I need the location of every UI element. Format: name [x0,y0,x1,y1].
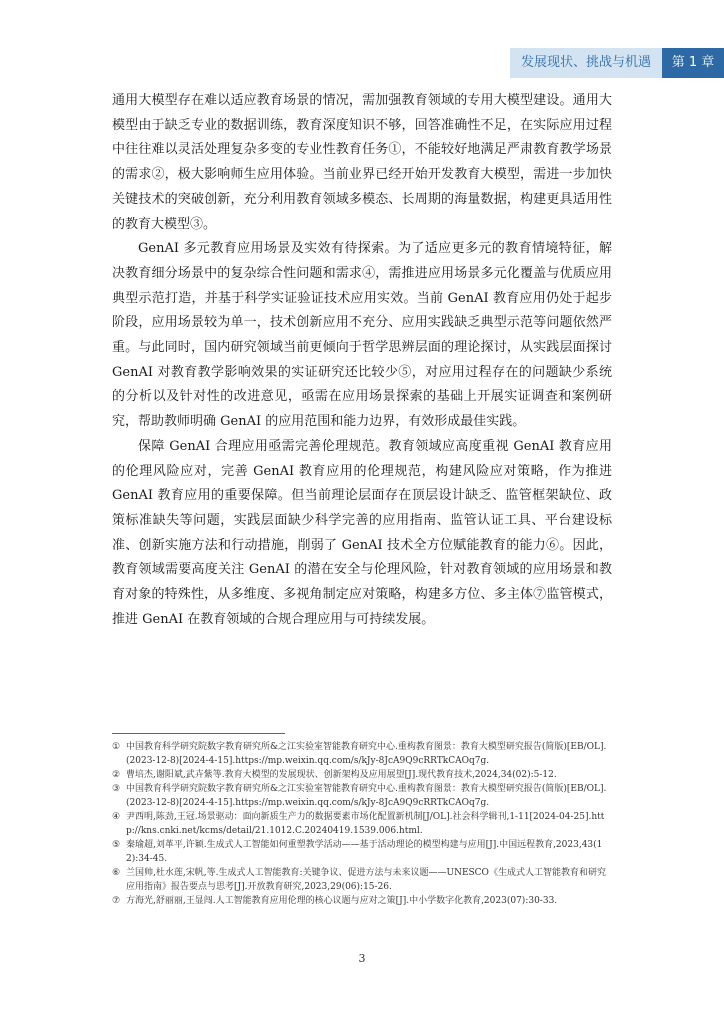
footnote-number: ③ [112,784,121,794]
paragraph-1: 通用大模型存在难以适应教育场景的情况，需加强教育领域的专用大模型建设。通用大模型由于缺乏专业的数据训练，教育深度知识不够，回答准确性不足，在实际应用过程中往往难以灵活处理复杂多变的专业性教育任务①，不能较好地满足严肃教育教学场景的需求②，极大影响师生应用体验。当前业界已经开始开发教育大模型，需进一步加快关键技术的突破创新，充分利用教育领域多模态、长周期的海量数据，构建更具适用性的教育大模型③。 [112,93,612,232]
main-body [112,89,612,632]
header-chapter-label: 第 1 章 [662,48,724,78]
running-header [510,48,724,78]
footnote-number: ② [112,770,121,780]
page-number: 3 [358,952,366,965]
header-section-title: 发展现状、挑战与机遇 [510,48,662,78]
footnotes [112,740,612,908]
footnote-1 [112,740,612,768]
footnote-number: ⑥ [112,868,121,878]
footnote-text: 中国教育科学研究院数字教育研究所&之江实验室智能教育研究中心.重构教育图景：教育大模型研究报告(简版)[EB/OL].(2023-12-8)[2024-4-15].https://mp.weixin.qq.com/s/kJy-8JcA9Q9cRRTkCAOq7g. [126,742,607,766]
footnote-number: ⑦ [112,896,121,906]
footnote-3 [112,782,612,810]
footnote-text: 中国教育科学研究院数字教育研究所&之江实验室智能教育研究中心.重构教育图景：教育大模型研究报告(简版)[EB/OL].(2023-12-8)[2024-4-15].https://mp.weixin.qq.com/s/kJy-8JcA9Q9cRRTkCAOq7g. [126,784,607,808]
footnote-text: 兰国帅,杜水莲,宋帆,等.生成式人工智能教育:关键争议、促进方法与未来议题——UNESCO《生成式人工智能教育和研究应用指南》报告要点与思考[J].开放教育研究,2023,29(06):15-26. [126,868,606,892]
paragraph-3: 保障 GenAI 合理应用亟需完善伦理规范。教育领域应高度重视 GenAI 教育应用的伦理风险应对，完善 GenAI 教育应用的伦理规范，构建风险应对策略，作为推进 GenAI 教育应用的重要保障。但当前理论层面存在顶层设计缺乏、监管框架缺位、政策标准缺失等问题，实践层面缺少科学完善的应用指南、监管认证工具、平台建设标准、创新实施方法和行动措施，削弱了 GenAI 技术全方位赋能教育的能力⑥。因此，教育领域需要高度关注 GenAI 的潜在安全与伦理风险，针对教育领域的应用场景和教育对象的特殊性，从多维度、多视角制定应对策略，构建多方位、多主体⑦监管模式，推进 GenAI 在教育领域的合规合理应用与可持续发展。 [112,438,612,627]
footnote-text: 方海光,舒丽丽,王显闯.人工智能教育应用伦理的核心议题与应对之策[J].中小学数字化教育,2023(07):30-33. [126,896,558,906]
footnote-2 [112,768,612,782]
footnote-separator [112,733,285,734]
footnote-text: 曹培杰,谢阳斌,武卉紫等.教育大模型的发展现状、创新架构及应用展望[J].现代教育技术,2024,34(02):5-12. [126,770,557,780]
footnote-text: 尹西明,陈劲,王冠.场景驱动：面向新质生产力的数据要素市场化配置新机制[J/OL].社会科学辑刊,1-11[2024-04-25].http://kns.cnki.net/kcms/detail/21.1012.C.20240419.1539.006.html. [126,812,605,836]
footnote-4 [112,810,612,838]
paragraph-2: GenAI 多元教育应用场景及实效有待探索。为了适应更多元的教育情境特征，解决教育细分场景中的复杂综合性问题和需求④，需推进应用场景多元化覆盖与优质应用典型示范打造，并基于科学实证验证技术应用实效。当前 GenAI 教育应用仍处于起步阶段，应用场景较为单一，技术创新应用不充分、应用实践缺乏典型示范等问题依然严重。与此同时，国内研究领域当前更倾向于哲学思辨层面的理论探讨，从实践层面探讨 GenAI 对教育教学影响效果的实证研究还比较少⑤，对应用过程存在的问题缺少系统的分析以及针对性的改进意见，亟需在应用场景探索的基础上开展实证调查和案例研究，帮助教师明确 GenAI 的应用范围和能力边界，有效形成最佳实践。 [112,241,612,430]
footnote-number: ④ [112,812,121,822]
footnote-6 [112,866,612,894]
footnote-7 [112,894,612,908]
footnote-5 [112,838,612,866]
footnote-text: 秦瑜超,刘革平,许颖.生成式人工智能如何重塑教学活动——基于活动理论的模型构建与应用[J].中国远程教育,2023,43(12):34-45. [126,840,603,864]
footnote-number: ① [112,742,121,752]
footnote-number: ⑤ [112,840,121,850]
